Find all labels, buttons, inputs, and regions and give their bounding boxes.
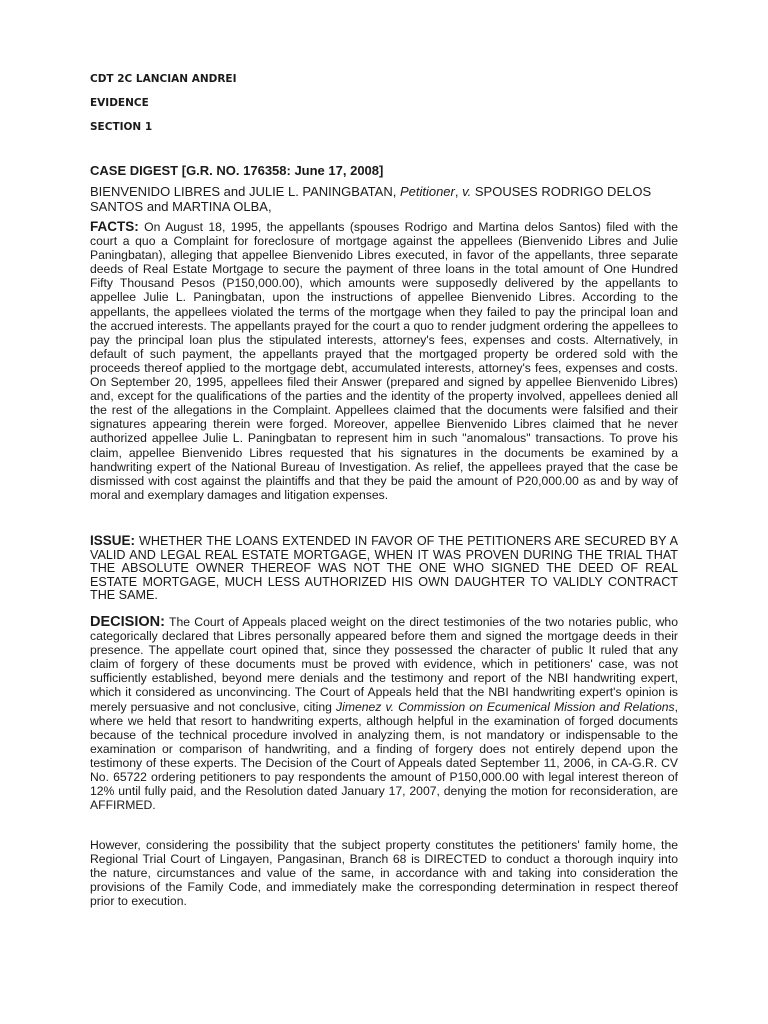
decision-paragraph: DECISION: The Court of Appeals placed weight on the direct testimonies of the two notaries public, who categorically declared that Libres personally appeared before them and signed the mortgage deeds in their presence. The appellate court opined that, since they possessed the character of public It ruled that any claim of forgery of these documents must be proved with evidence, which in petitioners' case, was not sufficiently established, beyond mere denials and the testimony and report of the NBI handwriting expert, which it considered as unconvincing. The Court of Appeals held that the NBI handwriting expert's opinion is merely persuasive and not conclusive, citing Jimenez v. Commission on Ecumenical Mission and Relations, where we held that resort to handwriting experts, although helpful in the examination of forged documents because of the technical procedure involved in analyzing them, is not mandatory or indispensable to the examination or comparison of handwriting, and a finding of forgery does not entirely depend upon the testimony of these experts. The Decision of the Court of Appeals dated September 11, 2006, in CA-G.R. CV No. 65722 ordering petitioners to pay respondents the amount of P150,000.00 with legal interest thereon of 12% until fully paid, and the Resolution dated January 17, 2007, denying the motion for reconsideration, are AFFIRMED. xyxy=(90,614,678,813)
case-title: CASE DIGEST [G.R. NO. 176358: June 17, 2008] xyxy=(90,163,384,178)
cited-case: Jimenez v. Commission on Ecumenical Mission and Relations xyxy=(336,699,675,714)
case-parties: BIENVENIDO LIBRES and JULIE L. PANINGBATAN, Petitioner, v. SPOUSES RODRIGO DELOS SANTOS and MARTINA OLBA, xyxy=(90,184,652,214)
section-label: SECTION 1 xyxy=(90,121,153,133)
subject-label: EVIDENCE xyxy=(90,97,149,109)
facts-label: FACTS: xyxy=(90,219,139,234)
author-name: CDT 2C LANCIAN ANDREI xyxy=(90,73,237,85)
decision-label: DECISION: xyxy=(90,614,165,630)
issue-label: ISSUE: xyxy=(90,533,136,548)
facts-paragraph: FACTS: On August 18, 1995, the appellants (spouses Rodrigo and Martina delos Santos) filed with the court a quo a Complaint for foreclosure of mortgage against the appellees (Bienvenido Libres and Julie Paningbatan), alleging that appellee Bienvenido Libres executed, in favor of the appellants, three separate deeds of Real Estate Mortgage to secure the payment of three loans in the total amount of One Hundred Fifty Thousand Pesos (P150,000.00), which amounts were supposedly delivered by the appellants to appellee Julie L. Paningbatan, upon the instructions of appellee Bienvenido Libres. According to the appellants, the appellees violated the terms of the mortgage when they failed to pay the principal loan and the accrued interests. The appellants prayed for the court a quo to render judgment ordering the appellees to pay the principal loan plus the stipulated interests, attorney's fees, expenses and costs. Alternatively, in default of such payment, the appellants prayed that the mortgaged property be ordered sold with the proceeds thereof applied to the mortgage debt, accumulated interests, attorney's fees, expenses and costs. On September 20, 1995, appellees filed their Answer (prepared and signed by appellee Bienvenido Libres) and, except for the qualifications of the parties and the identity of the property involved, appellees denied all the rest of the allegations in the Complaint. Appellees claimed that the documents were falsified and their signatures appearing therein were forged. Moreover, appellee Bienvenido Libres claimed that he never authorized appellee Julie L. Paningbatan to represent him in such "anomalous" transactions. To prove his claim, appellee Bienvenido Libres requested that his signatures in the documents be examined by a handwriting expert of the National Bureau of Investigation. As relief, the appellees prayed that the case be dismissed with cost against the plaintiffs and that they be paid the amount of P20,000.00 as and by way of moral and exemplary damages and litigation expenses. xyxy=(90,219,678,502)
issue-paragraph: ISSUE: WHETHER THE LOANS EXTENDED IN FAVOR OF THE PETITIONERS ARE SECURED BY A VALID AND LEGAL REAL ESTATE MORTGAGE, WHEN IT WAS PROVEN DURING THE TRIAL THAT THE ABSOLUTE OWNER THEREOF WAS NOT THE ONE WHO SIGNED THE DEED OF REAL ESTATE MORTGAGE, MUCH LESS AUTHORIZED HIS OWN DAUGHTER TO VALIDLY CONTRACT THE SAME. xyxy=(90,533,678,603)
final-paragraph: However, considering the possibility that the subject property constitutes the petitioners' family home, the Regional Trial Court of Lingayen, Pangasinan, Branch 68 is DIRECTED to conduct a thorough inquiry into the nature, circumstances and value of the same, in accordance with and taking into consideration the provisions of the Family Code, and immediately make the corresponding determination in respect thereof prior to execution. xyxy=(90,838,678,909)
